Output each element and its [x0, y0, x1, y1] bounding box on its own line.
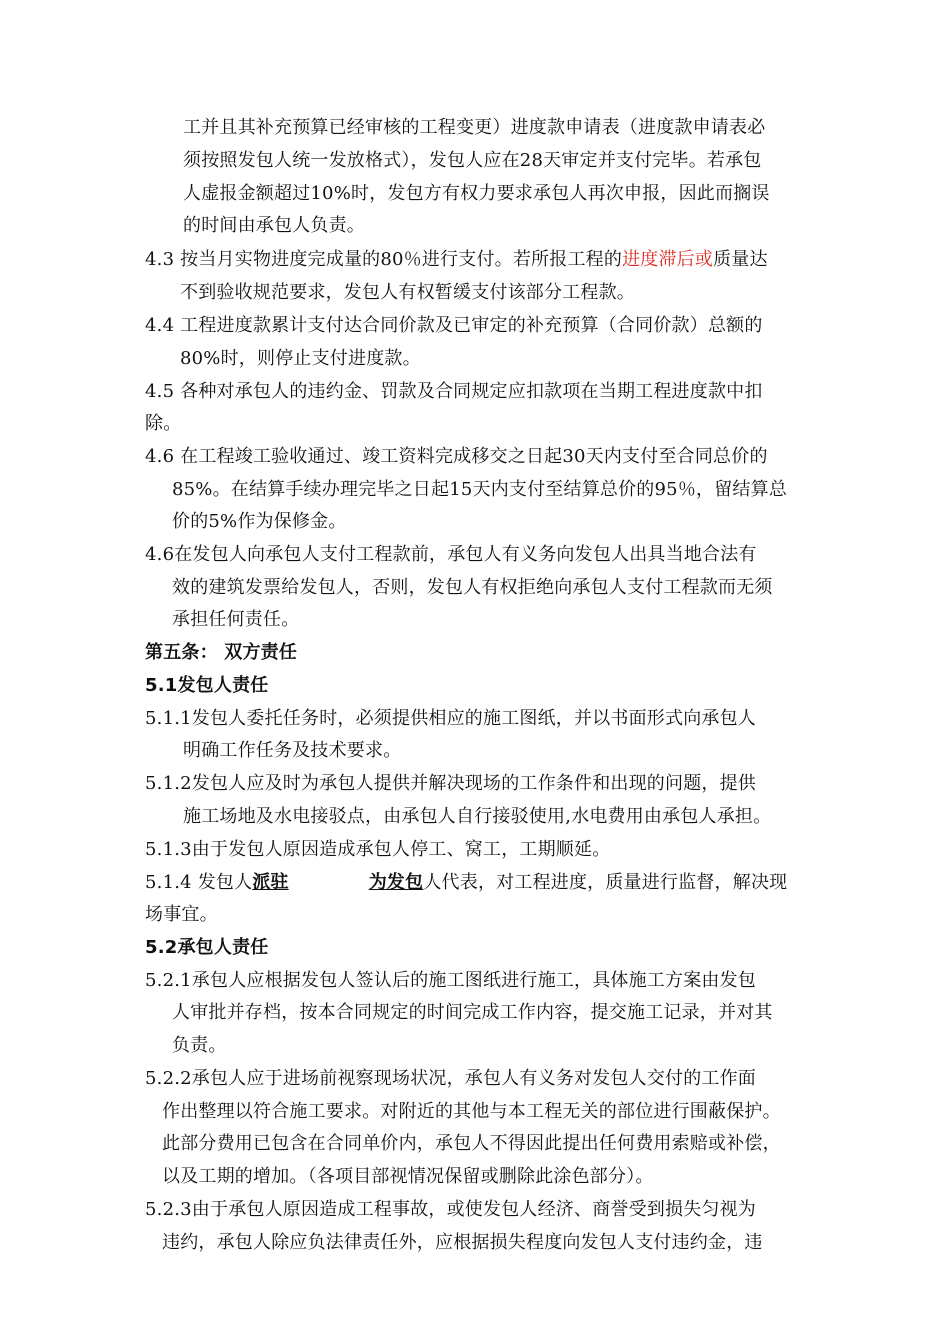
highlighted-text: 进度滞后或: [622, 249, 714, 270]
clause-4-6: 4.6 在工程竣工验收通过、竣工资料完成移交之日起30天内支付至合同总价的: [145, 446, 768, 467]
paragraph-line: 不到验收规范要求，发包人有权暂缓支付该部分工程款。: [180, 282, 635, 303]
clause-text: 4.3 按当月实物进度完成量的80％进行支付。若所报工程的: [145, 249, 623, 270]
clause-5-1-3: 5.1.3由于发包人原因造成承包人停工、窝工，工期顺延。: [145, 839, 611, 860]
clause-text: 人代表，对工程进度，质量进行监督，解决现: [423, 872, 788, 893]
paragraph-line: 效的建筑发票给发包人，否则，发包人有权拒绝向承包人支付工程款而无须: [172, 577, 773, 598]
clause-4-6b: 4.6在发包人向承包人支付工程款前，承包人有义务向发包人出具当地合法有: [145, 544, 757, 565]
paragraph-line: 的时间由承包人负责。: [183, 215, 365, 236]
article-5-heading: 第五条： 双方责任: [145, 642, 298, 663]
section-5-2-heading: 5.2承包人责任: [145, 937, 269, 958]
underlined-text: 派驻: [252, 872, 289, 893]
paragraph-line: 负责。: [172, 1035, 227, 1056]
paragraph-line: 价的5%作为保修金。: [172, 511, 347, 532]
clause-text: 质量达: [713, 249, 768, 270]
paragraph-line: 承担任何责任。: [172, 609, 300, 630]
clause-5-1-1: 5.1.1发包人委托任务时，必须提供相应的施工图纸，并以书面形式向承包人: [145, 708, 756, 729]
clause-5-1-2: 5.1.2发包人应及时为承包人提供并解决现场的工作条件和出现的问题，提供: [145, 773, 756, 794]
paragraph-line: 除。: [145, 413, 182, 434]
paragraph-line: 须按照发包人统一发放格式），发包人应在28天审定并支付完毕。若承包: [183, 150, 762, 171]
paragraph-line: 违约，承包人除应负法律责任外，应根据损失程度向发包人支付违约金，违: [162, 1232, 763, 1253]
paragraph-line: 85%。在结算手续办理完毕之日起15天内支付至结算总价的95％，留结算总: [172, 479, 788, 500]
clause-5-2-3: 5.2.3由于承包人原因造成工程事故，或使发包人经济、商誉受到损失匀视为: [145, 1199, 756, 1220]
clause-5-2-1: 5.2.1承包人应根据发包人签认后的施工图纸进行施工，具体施工方案由发包: [145, 970, 756, 991]
paragraph-line: 施工场地及水电接驳点，由承包人自行接驳使用,水电费用由承包人承担。: [183, 806, 772, 827]
clause-5-1-4: [145, 872, 787, 894]
paragraph-line: 人审批并存档，按本合同规定的时间完成工作内容，提交施工记录，并对其: [172, 1002, 773, 1023]
clause-text: 5.1.4 发包人: [145, 872, 253, 893]
paragraph-line: 作出整理以符合施工要求。对附近的其他与本工程无关的部位进行围蔽保护。: [162, 1101, 781, 1122]
paragraph-line: 人虚报金额超过10%时，发包方有权力要求承包人再次申报，因此而搁误: [183, 183, 770, 204]
clause-4-5: 4.5 各种对承包人的违约金、罚款及合同规定应扣款项在当期工程进度款中扣: [145, 381, 763, 402]
clause-4-3: [145, 249, 768, 271]
clause-5-2-2: 5.2.2承包人应于进场前视察现场状况，承包人有义务对发包人交付的工作面: [145, 1068, 756, 1089]
paragraph-line: 此部分费用已包含在合同单价内，承包人不得因此提出任何费用索赔或补偿，: [162, 1133, 781, 1154]
paragraph-line: 以及工期的增加。（各项目部视情况保留或删除此涂色部分）。: [162, 1166, 654, 1187]
paragraph-line: 场事宜。: [145, 904, 218, 925]
underlined-text: 为发包: [368, 872, 424, 893]
underlined-field: [252, 872, 423, 893]
paragraph-line: 工并且其补充预算已经审核的工程变更）进度款申请表（进度款申请表必: [183, 117, 766, 138]
section-5-1-heading: 5.1发包人责任: [145, 675, 269, 696]
clause-4-4: 4.4 工程进度款累计支付达合同价款及已审定的补充预算（合同价款）总额的: [145, 315, 763, 336]
paragraph-line: 80%时，则停止支付进度款。: [180, 348, 421, 369]
paragraph-line: 明确工作任务及技术要求。: [183, 740, 402, 761]
